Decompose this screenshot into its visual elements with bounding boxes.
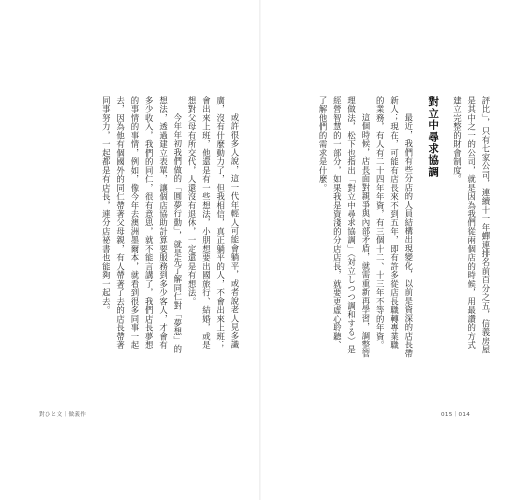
left-page-text [46,96,242,358]
intro-paragraph: 評比」，只有七家公司，連續十一年蟬連排名前百分之五，信義房屋是其中之一的公司，就是因為我們從兩個店的時候，用最讚的方式建立完整的財會制度。 [452,96,491,355]
paragraph: 最近，我們有些分店的人員結構出現變化，以前是資深的店長帶新人；現在，可能有店長來不到五年，即有許多從店長職轉專業職的業務，有人有二十四年年資，有三個十二、十三年不等的年資。 [375,96,414,358]
paragraph: 或許很多人說，這一代年輕人可能會躺平，或者說老人見多識廣，沒有什麼動力了，但我相信，真正躺平的人，不會出來上班；會出來上班，他還是有一些想法，小朋想要出國旅行、結婚，或是想對父母有所交代，人還沒有退休，一定還是有想法。 [187,96,240,350]
section-heading: 對立中尋求協調 [427,96,440,178]
paragraph: 這個時候，店長面對親爭與內部矛盾，就需重新再學習，調整管理做法，松下也指出「對立中尋求協調」（対立しつつ調和する）是經營智慧的一部分，如果我是資淺的分店店長，就要更虛心聆聽、了解他們的需求是什麼。 [318,96,371,358]
page-gutter [259,0,261,500]
page-numbers: 015｜014 [441,412,471,418]
right-page-text [293,96,493,358]
paragraph: 今年年初我們做的「圓夢行動」，就是先了解同仁對「夢想」的想法，透過建立表單，讓個店協助計算要服務到多少客人，才會有多少收入，我們的同仁，很有意思，就不能言講了，我們店長夢想的事情的事情，例如，像今年去澳洲墨爾本，就看到很多同事一起去，因為他有個國外的同仁帶著父母親，有人帶著了去的店長帶著同事努力，一起都是有店長，連分店祕書也能夠一起去。 [101,96,183,354]
running-footer: 對ひと文｜做義作 [39,412,87,418]
